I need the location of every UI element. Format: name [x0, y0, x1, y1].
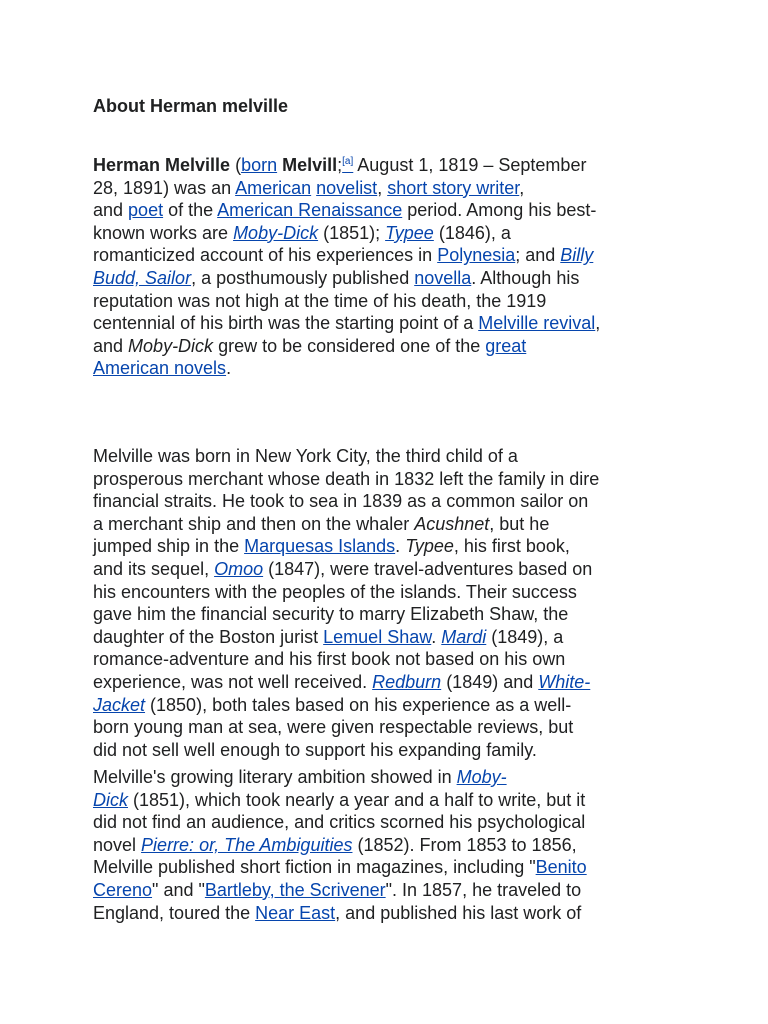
text-line: [93, 558, 683, 581]
inline-link[interactable]: great: [485, 335, 527, 356]
paragraph-career: [93, 766, 683, 924]
text-line: [93, 902, 683, 925]
inline-link[interactable]: poet: [128, 200, 164, 221]
text-line: [93, 716, 683, 739]
text-run: (1849) and: [441, 671, 539, 692]
text-run: (1846), a: [433, 222, 511, 243]
inline-link[interactable]: novelist: [316, 177, 378, 198]
text-line: [93, 811, 683, 834]
inline-link[interactable]: White-: [538, 671, 591, 692]
text-line: [93, 834, 683, 857]
text-run: and: [93, 335, 129, 356]
inline-link[interactable]: Omoo: [214, 558, 264, 579]
text-run: known works are: [93, 222, 234, 243]
text-run: Moby-Dick: [128, 335, 214, 356]
text-line: [93, 267, 683, 290]
text-line: [93, 177, 683, 200]
text-run: reputation was not high at the time of his death, the 1919: [93, 290, 547, 311]
text-run: born young man at sea, were given respectable reviews, but: [93, 717, 574, 738]
text-run: did not sell well enough to support his expanding family.: [93, 739, 537, 760]
text-run: ;: [337, 155, 343, 175]
text-run: romance-adventure and his first book not based on his own: [93, 649, 566, 670]
text-run: Melville was born in New York City, the third child of a: [93, 446, 518, 466]
inline-link[interactable]: Melville revival: [478, 313, 596, 334]
text-line: [93, 199, 683, 222]
inline-link[interactable]: Moby-: [456, 767, 507, 787]
text-run: a merchant ship and then on the whaler: [93, 513, 415, 534]
text-run: did not find an audience, and critics scorned his psychological: [93, 812, 586, 833]
text-run: . Although his: [471, 267, 580, 288]
text-run: .: [431, 626, 442, 647]
footnote-link[interactable]: [a]: [342, 156, 354, 167]
document-heading: About Herman melville: [93, 96, 289, 116]
inline-link[interactable]: American Renaissance: [217, 200, 403, 221]
inline-link[interactable]: Near East: [255, 902, 336, 923]
text-run: period. Among his best-: [402, 200, 597, 221]
text-run: and: [93, 200, 129, 221]
text-line: [93, 789, 683, 812]
inline-link[interactable]: Benito: [535, 857, 587, 878]
text-line: [93, 766, 683, 789]
inline-link[interactable]: Pierre: or, The Ambiguities: [141, 834, 353, 855]
text-run: England, toured the: [93, 902, 256, 923]
inline-link[interactable]: American novels: [93, 358, 227, 379]
text-run: Melvill: [282, 155, 338, 175]
text-run: , but he: [489, 513, 550, 534]
inline-link[interactable]: Polynesia: [437, 245, 516, 266]
inline-link[interactable]: American: [235, 177, 312, 198]
paragraph-intro: [93, 154, 683, 380]
text-run: prosperous merchant whose death in 1832 left the family in dire: [93, 468, 600, 489]
text-run: centennial of his birth was the starting point of a: [93, 313, 479, 334]
inline-link[interactable]: Mardi: [441, 626, 487, 647]
inline-link[interactable]: Cereno: [93, 879, 153, 900]
text-line: [93, 312, 683, 335]
text-line: [93, 290, 683, 313]
text-line: [93, 357, 683, 380]
text-run: ; and: [515, 245, 561, 266]
text-line: [93, 581, 683, 604]
text-run: " and ": [152, 879, 205, 900]
text-run: , his first book,: [453, 536, 570, 557]
text-line: [93, 603, 683, 626]
text-line: [93, 513, 683, 536]
text-line: [93, 468, 683, 491]
inline-link[interactable]: short story writer: [387, 177, 520, 198]
inline-link[interactable]: Redburn: [372, 671, 442, 692]
text-run: financial straits. He took to sea in 1839 as a common sailor on: [93, 491, 589, 512]
inline-link[interactable]: Billy: [560, 245, 594, 266]
text-run: , and published his last work of: [335, 902, 582, 923]
inline-link[interactable]: Lemuel Shaw: [323, 626, 432, 647]
inline-link[interactable]: Marquesas Islands: [244, 536, 396, 557]
text-run: (1847), were travel-adventures based on: [263, 558, 593, 579]
text-line: [93, 490, 683, 513]
text-run: Melville published short fiction in magazines, including ": [93, 857, 536, 878]
text-line: [93, 445, 683, 468]
text-run: , a posthumously published: [191, 267, 415, 288]
text-run: ". In 1857, he traveled to: [385, 879, 582, 900]
inline-link[interactable]: Bartleby, the Scrivener: [204, 879, 386, 900]
inline-link[interactable]: Dick: [93, 789, 128, 810]
text-run: .: [395, 536, 406, 557]
text-run: (1850), both tales based on his experience as a well-: [145, 694, 572, 715]
text-line: [93, 222, 683, 245]
paragraph-early-life: [93, 445, 683, 761]
inline-link[interactable]: born: [241, 155, 278, 175]
text-run: grew to be considered one of the: [213, 335, 486, 356]
text-run: ,: [519, 177, 525, 198]
text-run: (1852). From 1853 to 1856,: [352, 834, 577, 855]
text-line: [93, 694, 683, 717]
text-line: [93, 244, 683, 267]
text-run: (1851);: [318, 222, 386, 243]
inline-link[interactable]: novella: [414, 267, 472, 288]
text-run: Melville's growing literary ambition showed in: [93, 767, 457, 787]
text-line: [93, 671, 683, 694]
text-run: romanticized account of his experiences in: [93, 245, 438, 266]
text-run: August 1, 1819 – September: [353, 155, 587, 175]
text-run: of the: [163, 200, 218, 221]
inline-link[interactable]: Budd, Sailor: [93, 267, 192, 288]
text-run: ,: [595, 313, 601, 334]
text-line: [93, 879, 683, 902]
inline-link[interactable]: Typee: [385, 222, 434, 243]
text-run: .: [226, 358, 232, 379]
inline-link[interactable]: Moby-Dick: [233, 222, 319, 243]
text-run: gave him the financial security to marry Elizabeth Shaw, the: [93, 604, 569, 625]
text-run: experience, was not well received.: [93, 671, 373, 692]
text-run: Typee: [405, 536, 454, 557]
text-line: [93, 648, 683, 671]
text-run: Acushnet: [414, 513, 490, 534]
text-run: and its sequel,: [93, 558, 215, 579]
text-line: [93, 154, 683, 177]
text-line: [93, 626, 683, 649]
text-line: [93, 535, 683, 558]
text-run: (: [230, 155, 242, 175]
text-run: (1849), a: [486, 626, 564, 647]
text-run: jumped ship in the: [93, 536, 245, 557]
text-run: novel: [93, 834, 142, 855]
text-run: 28, 1891) was an: [93, 177, 236, 198]
text-line: [93, 335, 683, 358]
text-run: his encounters with the peoples of the islands. Their success: [93, 581, 577, 602]
text-line: [93, 739, 683, 762]
inline-link[interactable]: Jacket: [93, 694, 146, 715]
text-run: ,: [377, 177, 388, 198]
text-run: Herman Melville: [93, 155, 231, 175]
text-line: [93, 856, 683, 879]
text-run: (1851), which took nearly a year and a half to write, but it: [128, 789, 586, 810]
text-run: daughter of the Boston jurist: [93, 626, 324, 647]
